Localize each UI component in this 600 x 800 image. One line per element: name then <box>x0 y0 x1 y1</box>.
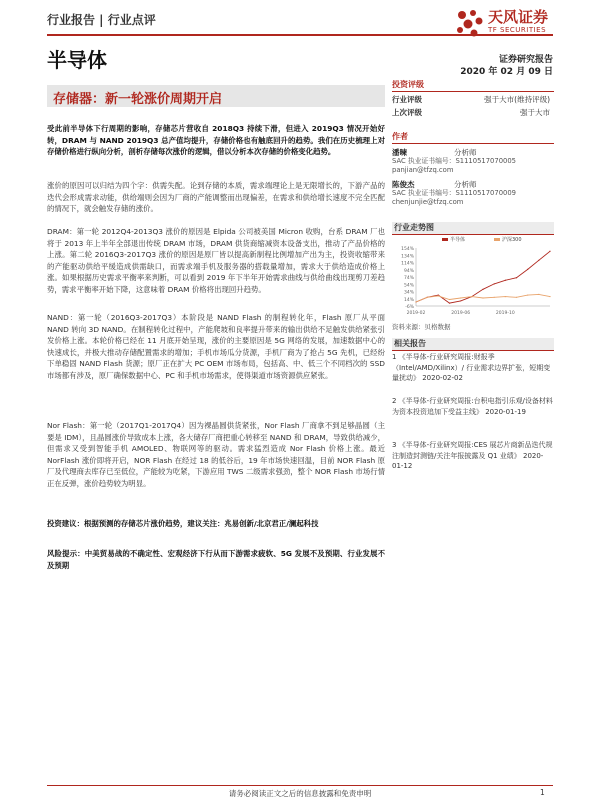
rating-label: 行业评级 <box>392 95 422 104</box>
series-point <box>538 294 539 295</box>
series-point <box>549 251 550 252</box>
x-tick-label: 2019-10 <box>495 311 515 316</box>
series-point <box>494 283 495 284</box>
series-point <box>471 296 472 297</box>
x-tick-label: 2019-02 <box>406 311 426 316</box>
series-point <box>516 277 517 278</box>
series-point <box>505 280 506 281</box>
series-point <box>460 300 461 301</box>
header-divider <box>47 34 553 36</box>
series-point <box>494 297 495 298</box>
y-tick-label: 114% <box>401 261 414 267</box>
y-tick-label: 74% <box>403 276 414 281</box>
author-role: 分析师 <box>454 180 477 189</box>
author-email[interactable]: chenjunjie@tfzq.com <box>392 198 464 206</box>
y-tick-label: 154% <box>401 247 414 252</box>
paragraph-nand: NAND：第一轮（2016Q3-2017Q3）本阶段是 NAND Flash 的制程转化年，Flash 原厂从平面 NAND 转向 3D NAND。在制程转化过程中，产能爬坡和良率提升带来的输出供给不足触发供给紧张引发价格上涨。本轮价格已经在 11 月底开始呈现，涨价的主要原因是 5G 网络的发展，加速数据中心的快速成长，并极大推动存储配置需求的增加；手机市场瓜分货源，手机厂商为了抢占 5G 先机，已经纷下单稳固 NAND Flash 货源；原厂正在扩大 PC OEM 市场布局，包括高、中、低三个不同档次的 SSD 市场都有涉及，原厂确保数据中心、PC 和手机市场需求，使得渠道市场资源供应紧张。 <box>47 313 385 380</box>
author-card <box>392 148 554 175</box>
legend-label: 半导体 <box>450 237 466 243</box>
paragraph-norflash: Nor Flash：第一轮（2017Q1-2017Q4）因为裸晶圆供货紧张，Nor Flash 厂商拿不到足够晶圆（主要是 IDM），且晶圆涨价导致成本上涨，各大储存厂商把重心转移至 NAND 和 DRAM，导致供给减少，但需求又受到智能手机 AMOLED、物联网等的驱动。需求猛烈造成 Nor Flash 价格上涨。最近 NorFlash 涨价即将开启，NOR Flash 在经过 18 的低谷后，19 年市场快速回温，目前 NOR Flash 原厂及代理商去库存已至低位，产能较为吃紧，下游应用 TWS 二级需求强劲，整个 NOR Flash 市场行情正在反弹，涨价趋势较为明显。 <box>47 421 385 488</box>
y-tick-label: 34% <box>403 290 414 296</box>
authors-section-title: 作者 <box>392 131 554 144</box>
logo-text-cn: 天风证券 <box>488 8 549 26</box>
series-point <box>415 301 416 302</box>
author-cert: SAC 执业证书编号：S1110517070009 <box>392 189 516 197</box>
related-report-item[interactable]: 2 《半导体-行业研究周报:台积电指引乐观/设备材料为资本投资追加下受益主线》 2020-01-19 <box>392 397 553 416</box>
report-date: 2020 年 02 月 09 日 <box>460 67 553 77</box>
report-title-bar <box>47 85 385 107</box>
rating-row <box>392 107 554 118</box>
series-point <box>449 299 450 300</box>
chart-source: 资料来源：贝格数据 <box>392 323 451 331</box>
report-title: 存储器：新一轮涨价周期开启 <box>53 92 223 107</box>
author-role: 分析师 <box>454 148 477 157</box>
paragraph-summary: 受此前半导体下行周期的影响，存储芯片营收自 2018Q3 持续下滑，但进入 2019Q3 情况开始好转，DRAM 与 NAND 2019Q3 总产值均提升，存储价格也有触底回升的趋势。我们在历史梳理上对存储价格进行纵向分析，剖析存储每次涨价的逻辑，借以分析本次存储的价格变化趋势。 <box>47 124 385 157</box>
series-point <box>427 297 428 298</box>
author-email[interactable]: panjian@tfzq.com <box>392 166 454 174</box>
page-number: 1 <box>540 788 545 797</box>
sector-title: 半导体 <box>47 48 107 72</box>
series-point <box>549 296 550 297</box>
legend-swatch <box>442 238 448 241</box>
rating-row <box>392 94 554 105</box>
series-point <box>527 269 528 270</box>
breadcrumb: 行业报告 | 行业点评 <box>47 13 156 27</box>
series-point <box>460 297 461 298</box>
x-tick-label: 2019-06 <box>451 311 471 316</box>
related-section-title: 相关报告 <box>392 338 554 351</box>
rating-value: 强于大市(维持评级) <box>484 95 550 104</box>
report-type: 证券研究报告 <box>498 55 553 65</box>
logo-text-en: TF SECURITIES <box>488 26 547 34</box>
y-tick-label: 134% <box>401 254 414 260</box>
legend-label: 沪深300 <box>502 237 522 243</box>
industry-trend-chart <box>392 236 554 318</box>
trend-section-title: 行业走势图 <box>392 222 554 235</box>
series-point <box>527 295 528 296</box>
series-point <box>438 295 439 296</box>
series-point <box>516 297 517 298</box>
paragraph-investment: 投资建议：根据预测的存储芯片涨价趋势，建议关注：兆易创新/北京君正/澜起科技 <box>47 519 319 528</box>
footer-disclaimer: 请务必阅读正文之后的信息披露和免责申明 <box>228 789 372 798</box>
paragraph-dram: DRAM：第一轮 2012Q4-2013Q3 涨价的原因是 Elpida 公司被美国 Micron 收购，台系 DRAM 厂也将于 2013 年上半年全部退出传统 DRAM 市场，DRAM 供货商缩减资本设备支出，推动了产品价格的上涨。第二轮 2016Q3-2017Q3 涨价的原因是原厂皆以提高新制程比例增加产出为主，投资收缩带来的产能驱动供给平缓造成供需缺口，而需求端手机及服务器的搭载量增加，需求大于供给造成价格上涨。如果根据历史需求平衡率来判断，可以看到 2019 年下半年开始需求曲线与供给曲线出现剪刀差趋势，需求平衡率开始下降，这意味着 DRAM 价格将出现回升趋势。 <box>47 227 385 294</box>
author-name: 潘暕 <box>392 148 407 157</box>
rating-value: 强于大市 <box>520 108 550 117</box>
series-point <box>505 296 506 297</box>
series-point <box>449 303 450 304</box>
footer-divider <box>47 785 553 786</box>
y-tick-label: 14% <box>403 297 414 303</box>
paragraph-reason: 涨价的原因可以归结为四个字：供需失配。论到存储的本质，需求端理论上是无限增长的，下游产品的迭代会形成需求动能，供给端则会因为厂商的产能调整而出现偏差，在需求和供给增长速度不完全匹配的情况下，就会触发存储的涨价。 <box>47 181 385 214</box>
series-point <box>482 289 483 290</box>
y-tick-label: 94% <box>403 268 414 274</box>
legend-swatch <box>494 238 500 241</box>
series-point <box>482 297 483 298</box>
y-tick-label: -6% <box>405 305 414 310</box>
y-tick-label: 54% <box>403 283 414 289</box>
rating-section-title: 投资评级 <box>392 79 554 92</box>
paragraph-risk: 风险提示：中美贸易战的不确定性、宏观经济下行从而下游需求疲软、5G 发展不及预期、行业发展不及预期 <box>47 549 385 570</box>
author-card <box>392 180 554 207</box>
related-report-item[interactable]: 1 《半导体-行业研究周报:财报季（Intel/AMD/Xilinx）/ 行业需求边界扩张，短期变量扰动》 2020-02-02 <box>392 353 551 382</box>
series-point <box>538 260 539 261</box>
author-name: 陈俊杰 <box>392 180 415 189</box>
rating-label: 上次评级 <box>392 108 422 117</box>
related-report-item[interactable]: 3 《半导体-行业研究周报:CES 展芯片商新品迭代规注制造封测链/关注年报披露及 Q1 业绩》 2020-01-12 <box>392 441 553 470</box>
author-cert: SAC 执业证书编号：S1110517070005 <box>392 157 516 165</box>
